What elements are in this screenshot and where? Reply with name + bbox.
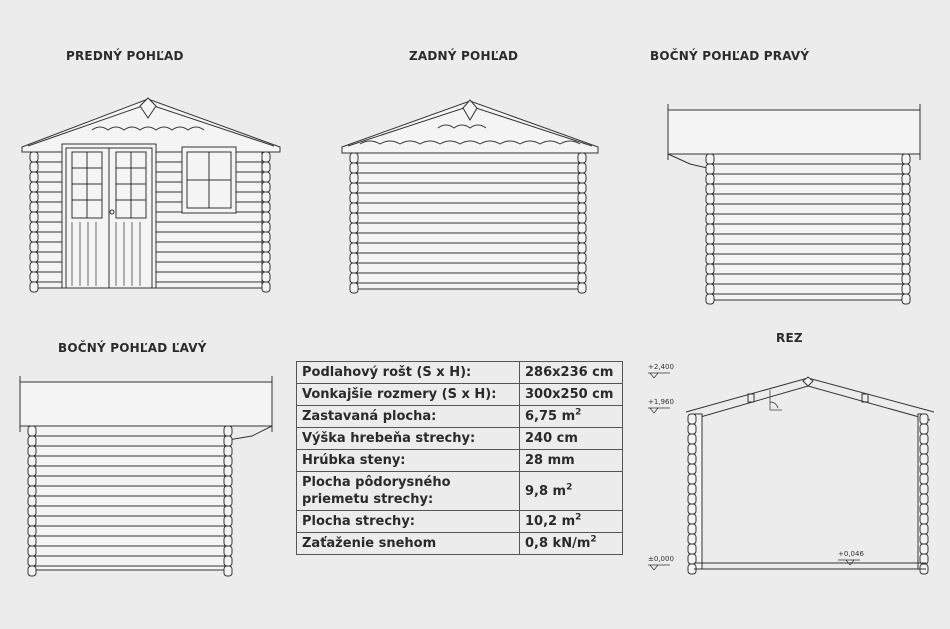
log-end — [224, 536, 232, 546]
log-end — [224, 546, 232, 556]
log-end — [224, 426, 232, 436]
log-end — [28, 556, 36, 566]
log-end — [578, 273, 586, 283]
spec-row — [297, 428, 623, 450]
log-end — [350, 173, 358, 183]
log-end — [688, 504, 696, 514]
spec-value — [520, 406, 623, 428]
log-end — [578, 153, 586, 163]
spec-row — [297, 384, 623, 406]
log-end — [920, 484, 928, 494]
log-end — [920, 534, 928, 544]
spec-value-text: 286x236 cm — [525, 365, 614, 380]
spec-row — [297, 533, 623, 555]
log-end — [30, 272, 38, 282]
log-end — [706, 254, 714, 264]
log-end — [30, 162, 38, 172]
log-end — [224, 486, 232, 496]
spec-row — [297, 450, 623, 472]
log-end — [28, 496, 36, 506]
log-end — [920, 454, 928, 464]
log-end — [262, 162, 270, 172]
log-end — [902, 284, 910, 294]
log-end — [30, 172, 38, 182]
log-end — [688, 444, 696, 454]
log-end — [902, 274, 910, 284]
log-end — [28, 526, 36, 536]
left-side-view-title: BOČNÝ POHĽAD ĽAVÝ — [58, 341, 207, 355]
log-end — [350, 263, 358, 273]
log-end — [30, 202, 38, 212]
spec-value-exponent: 2 — [575, 512, 582, 523]
log-end — [578, 173, 586, 183]
log-end — [688, 464, 696, 474]
log-end — [706, 174, 714, 184]
spec-row — [297, 362, 623, 384]
log-end — [578, 213, 586, 223]
log-end — [902, 184, 910, 194]
log-end — [262, 202, 270, 212]
log-end — [262, 152, 270, 162]
spec-value-text: 6,75 m — [525, 409, 576, 424]
level-floor-label: +0,046 — [838, 550, 864, 558]
log-end — [706, 224, 714, 234]
spec-value-exponent: 2 — [575, 407, 582, 418]
log-end — [262, 252, 270, 262]
log-end — [224, 476, 232, 486]
log-end — [350, 203, 358, 213]
log-end — [28, 566, 36, 576]
log-end — [902, 204, 910, 214]
log-end — [688, 434, 696, 444]
log-end — [262, 182, 270, 192]
log-end — [688, 524, 696, 534]
log-end — [902, 234, 910, 244]
log-end — [920, 464, 928, 474]
log-end — [578, 203, 586, 213]
log-end — [920, 494, 928, 504]
log-end — [920, 514, 928, 524]
spec-value-text: 28 mm — [525, 453, 575, 468]
log-end — [578, 163, 586, 173]
log-end — [30, 262, 38, 272]
spec-row — [297, 472, 623, 511]
log-end — [902, 264, 910, 274]
log-end — [30, 212, 38, 222]
log-end — [902, 254, 910, 264]
log-end — [224, 466, 232, 476]
log-end — [920, 434, 928, 444]
right-side-view-drawing — [668, 104, 920, 304]
log-end — [30, 182, 38, 192]
spec-label: Zastavaná plocha: — [297, 406, 520, 428]
spec-value — [520, 511, 623, 533]
level-top-label: +2,400 — [648, 363, 674, 371]
spec-row — [297, 406, 623, 428]
log-end — [688, 544, 696, 554]
spec-value — [520, 428, 623, 450]
log-end — [350, 253, 358, 263]
log-end — [262, 282, 270, 292]
log-end — [28, 456, 36, 466]
log-end — [902, 214, 910, 224]
spec-value-exponent: 2 — [566, 482, 573, 493]
log-end — [688, 494, 696, 504]
log-end — [30, 192, 38, 202]
log-end — [902, 294, 910, 304]
log-end — [262, 172, 270, 182]
log-end — [350, 273, 358, 283]
spec-label: Plocha pôdorysného priemetu strechy: — [297, 472, 520, 511]
log-end — [224, 556, 232, 566]
spec-label: Plocha strechy: — [297, 511, 520, 533]
log-end — [902, 164, 910, 174]
log-end — [706, 204, 714, 214]
log-end — [28, 476, 36, 486]
log-end — [262, 222, 270, 232]
log-end — [706, 184, 714, 194]
spec-value-text: 0,8 kN/m — [525, 536, 591, 551]
log-end — [262, 232, 270, 242]
spec-value-text: 240 cm — [525, 431, 578, 446]
spec-value — [520, 384, 623, 406]
log-end — [350, 193, 358, 203]
log-end — [706, 214, 714, 224]
log-end — [350, 243, 358, 253]
log-end — [688, 514, 696, 524]
log-end — [224, 516, 232, 526]
spec-row — [297, 511, 623, 533]
spec-label: Hrúbka steny: — [297, 450, 520, 472]
log-end — [350, 213, 358, 223]
log-end — [578, 253, 586, 263]
log-end — [920, 444, 928, 454]
spec-value — [520, 362, 623, 384]
log-end — [578, 193, 586, 203]
log-end — [688, 414, 696, 424]
log-end — [224, 456, 232, 466]
log-end — [350, 153, 358, 163]
log-end — [706, 284, 714, 294]
spec-label: Vonkajšie rozmery (S x H): — [297, 384, 520, 406]
log-end — [28, 536, 36, 546]
log-end — [920, 524, 928, 534]
log-end — [30, 222, 38, 232]
log-end — [350, 163, 358, 173]
log-end — [578, 263, 586, 273]
spec-label: Podlahový rošt (S x H): — [297, 362, 520, 384]
log-end — [30, 242, 38, 252]
log-end — [224, 496, 232, 506]
log-end — [350, 223, 358, 233]
log-end — [902, 194, 910, 204]
log-end — [30, 252, 38, 262]
log-end — [578, 183, 586, 193]
spec-value — [520, 450, 623, 472]
spec-value-text: 300x250 cm — [525, 387, 614, 402]
log-end — [688, 534, 696, 544]
log-end — [30, 152, 38, 162]
log-end — [28, 466, 36, 476]
log-end — [688, 424, 696, 434]
log-end — [902, 244, 910, 254]
log-end — [28, 546, 36, 556]
front-view-drawing — [22, 98, 280, 292]
section-view-drawing — [648, 373, 934, 574]
log-end — [224, 446, 232, 456]
log-end — [28, 516, 36, 526]
spec-value-text: 10,2 m — [525, 514, 576, 529]
log-end — [920, 474, 928, 484]
specifications-table — [296, 361, 623, 555]
log-end — [28, 426, 36, 436]
log-end — [350, 283, 358, 293]
log-end — [706, 154, 714, 164]
log-end — [920, 424, 928, 434]
log-end — [578, 283, 586, 293]
log-end — [28, 506, 36, 516]
log-end — [920, 544, 928, 554]
back-view-title: ZADNÝ POHĽAD — [409, 49, 519, 63]
level-base-label: ±0,000 — [648, 555, 674, 563]
log-end — [224, 566, 232, 576]
spec-value-text: 9,8 m — [525, 483, 567, 499]
log-end — [688, 454, 696, 464]
log-end — [688, 484, 696, 494]
log-end — [30, 282, 38, 292]
log-end — [688, 474, 696, 484]
log-end — [578, 223, 586, 233]
front-view-title: PREDNÝ POHĽAD — [66, 49, 184, 63]
log-end — [902, 224, 910, 234]
section-view-title: REZ — [776, 331, 803, 345]
log-end — [30, 232, 38, 242]
log-end — [262, 272, 270, 282]
log-end — [262, 242, 270, 252]
log-end — [902, 154, 910, 164]
log-end — [28, 486, 36, 496]
log-end — [350, 183, 358, 193]
log-end — [706, 164, 714, 174]
spec-label: Výška hrebeňa strechy: — [297, 428, 520, 450]
log-end — [28, 436, 36, 446]
log-end — [920, 504, 928, 514]
log-end — [262, 212, 270, 222]
log-end — [706, 264, 714, 274]
log-end — [28, 446, 36, 456]
log-end — [706, 274, 714, 284]
log-end — [350, 233, 358, 243]
log-end — [578, 243, 586, 253]
back-view-drawing — [342, 100, 598, 293]
log-end — [262, 262, 270, 272]
log-end — [224, 526, 232, 536]
spec-value — [520, 472, 623, 511]
log-end — [920, 414, 928, 424]
log-end — [706, 234, 714, 244]
spec-value — [520, 533, 623, 555]
log-end — [224, 436, 232, 446]
log-end — [262, 192, 270, 202]
left-side-view-drawing — [20, 376, 272, 576]
log-end — [706, 194, 714, 204]
log-end — [578, 233, 586, 243]
right-side-view-title: BOČNÝ POHĽAD PRAVÝ — [650, 49, 810, 63]
log-end — [224, 506, 232, 516]
log-end — [706, 244, 714, 254]
log-end — [706, 294, 714, 304]
level-eave-label: +1,960 — [648, 398, 674, 406]
spec-value-exponent: 2 — [590, 534, 597, 545]
log-end — [902, 174, 910, 184]
spec-label: Zaťaženie snehom — [297, 533, 520, 555]
